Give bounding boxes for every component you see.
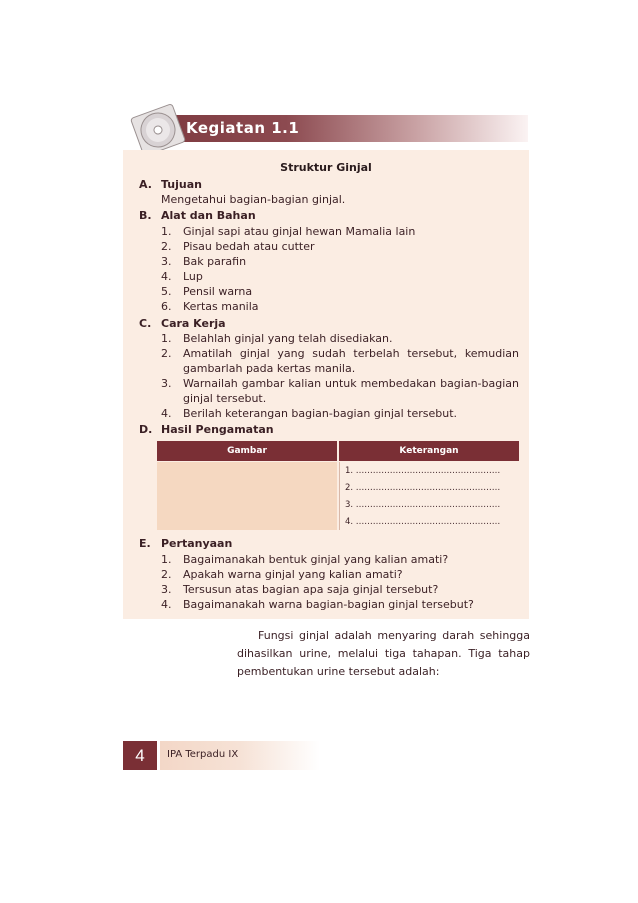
list-item: Pensil warna	[183, 285, 253, 298]
section-hasil-pengamatan: D. Hasil Pengamatan	[139, 423, 274, 436]
list-number: 4.	[161, 407, 172, 420]
table-header-gambar: Gambar	[157, 441, 337, 461]
list-item: Berilah keterangan bagian-bagian ginjal tersebut.	[183, 407, 458, 420]
keterangan-line: 4. ……………………………………………	[345, 517, 501, 527]
list-number: 6.	[161, 300, 172, 313]
book-title: IPA Terpadu IX	[167, 749, 239, 760]
activity-banner	[156, 115, 528, 142]
activity-heading: Struktur Ginjal	[280, 161, 372, 174]
list-number: 1.	[161, 332, 172, 345]
list-item: Pisau bedah atau cutter	[183, 240, 315, 253]
list-number: 3.	[161, 255, 172, 268]
list-number: 3.	[161, 583, 172, 596]
list-number: 1.	[161, 553, 172, 566]
body-paragraph-line: dihasilkan urine, melalui tiga tahapan. Tiga tahap	[237, 647, 530, 660]
activity-box	[123, 150, 529, 619]
list-number: 2.	[161, 347, 172, 360]
list-number: 4.	[161, 270, 172, 283]
body-paragraph-line: Fungsi ginjal adalah menyaring darah sehingga	[258, 629, 530, 642]
section-alat: B. Alat dan Bahan	[139, 209, 256, 222]
activity-title: Kegiatan 1.1	[186, 119, 300, 137]
list-item: Warnailah gambar kalian untuk membedakan bagian-bagian	[183, 377, 519, 390]
list-number: 3.	[161, 377, 172, 390]
list-item: Bagaimanakah bentuk ginjal yang kalian amati?	[183, 553, 449, 566]
list-item: Belahlah ginjal yang telah disediakan.	[183, 332, 393, 345]
list-number: 1.	[161, 225, 172, 238]
list-item: Lup	[183, 270, 203, 283]
table-header-keterangan: Keterangan	[339, 441, 519, 461]
list-number: 2.	[161, 568, 172, 581]
list-item: Bagaimanakah warna bagian-bagian ginjal tersebut?	[183, 598, 474, 611]
list-item: Kertas manila	[183, 300, 259, 313]
keterangan-line: 1. ……………………………………………	[345, 466, 501, 476]
section-pertanyaan: E. Pertanyaan	[139, 537, 233, 550]
tujuan-text: Mengetahui bagian-bagian ginjal.	[161, 193, 346, 206]
body-paragraph-line: pembentukan urine tersebut adalah:	[237, 665, 440, 678]
section-tujuan: A. Tujuan	[139, 178, 202, 191]
list-number: 2.	[161, 240, 172, 253]
keterangan-line: 3. ……………………………………………	[345, 500, 501, 510]
keterangan-cell	[339, 462, 520, 530]
list-item: Apakah warna ginjal yang kalian amati?	[183, 568, 403, 581]
list-item-continued: ginjal tersebut.	[183, 392, 267, 405]
list-item-continued: gambarlah pada kertas manila.	[183, 362, 356, 375]
list-number: 4.	[161, 598, 172, 611]
drawing-cell	[157, 462, 337, 530]
keterangan-line: 2. ……………………………………………	[345, 483, 501, 493]
list-item: Ginjal sapi atau ginjal hewan Mamalia lain	[183, 225, 416, 238]
page-number: 4	[123, 741, 157, 770]
observation-table	[157, 441, 519, 530]
list-item: Tersusun atas bagian apa saja ginjal tersebut?	[183, 583, 439, 596]
list-item: Amatilah ginjal yang sudah terbelah tersebut, kemudian	[183, 347, 519, 360]
list-number: 5.	[161, 285, 172, 298]
section-cara-kerja: C. Cara Kerja	[139, 317, 226, 330]
list-item: Bak parafin	[183, 255, 247, 268]
